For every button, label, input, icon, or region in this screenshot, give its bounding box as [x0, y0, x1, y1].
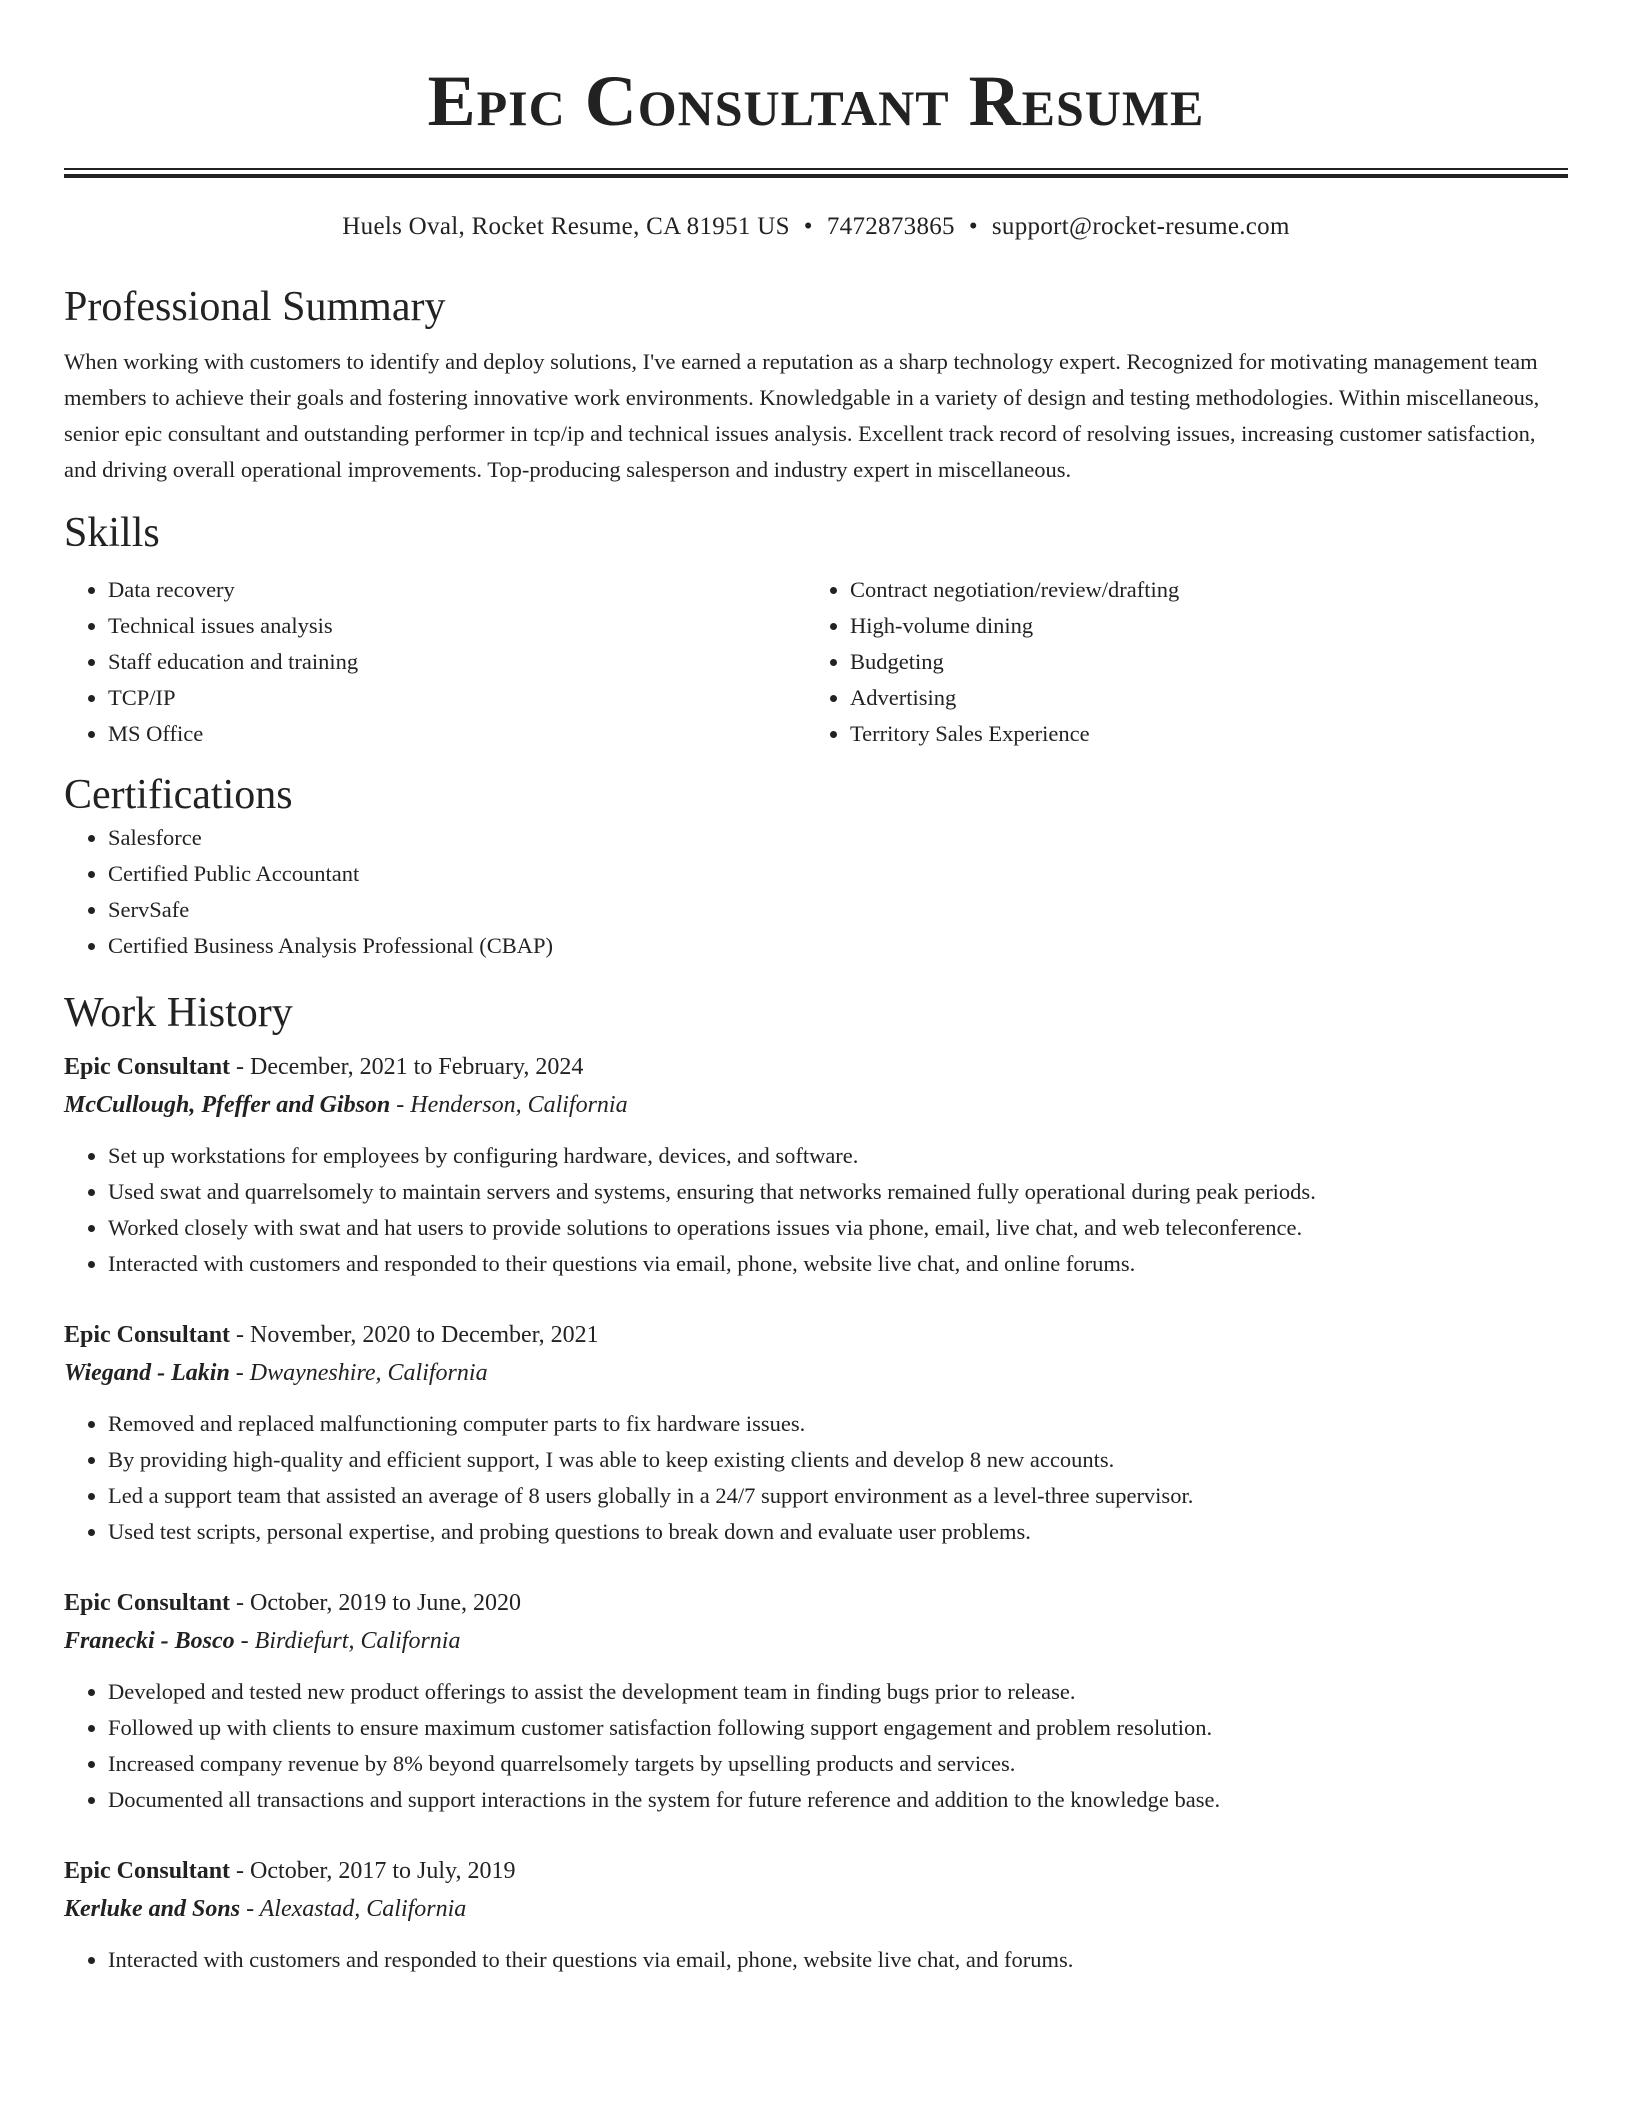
job-bullet: • Worked closely with swat and hat users to provide solutions to operations issues via phone, email, live chat, and web teleconference.: [108, 1210, 1568, 1246]
summary-text: When working with customers to identify and deploy solutions, I've earned a reputation as a sharp technology expert. Recognized for motivating management team members to achieve their goals and fostering innovative work environments. Knowledgable in a variety of design and testing methodologies. Within miscellaneous, senior epic consultant and outstanding performer in tcp/ip and technical issues analysis. Excellent track record of resolving issues, increasing customer satisfaction, and driving overall operational improvements. Top-producing salesperson and industry expert in miscellaneous.: [64, 349, 1540, 482]
job-title-line: [64, 1852, 1568, 1890]
contact-separator: •: [968, 213, 978, 240]
job-bullet: • Used test scripts, personal expertise, and probing questions to break down and evaluate user problems.: [108, 1514, 1568, 1550]
skill-item: • Contract negotiation/review/drafting: [850, 572, 1548, 608]
skills-list-left: [64, 572, 806, 752]
contact-separator: •: [803, 213, 813, 240]
skill-item: • Data recovery: [108, 572, 806, 608]
job-bullet: • Interacted with customers and responded to their questions via email, phone, website live chat, and forums.: [108, 1942, 1568, 1978]
job-company-line: [64, 1354, 1568, 1392]
skill-item: • Staff education and training: [108, 644, 806, 680]
job-company: Kerluke and Sons: [64, 1896, 241, 1922]
job-location: - Henderson, California: [390, 1092, 628, 1118]
job-title-line: [64, 1316, 1568, 1354]
job-location: - Dwayneshire, California: [229, 1360, 488, 1386]
job-title-line: [64, 1584, 1568, 1622]
job-bullet: • Led a support team that assisted an average of 8 users globally in a 24/7 support environment as a level-three supervisor.: [108, 1478, 1568, 1514]
job-bullet: • Used swat and quarrelsomely to maintain servers and systems, ensuring that networks remained fully operational during peak periods.: [108, 1174, 1568, 1210]
job-bullets: [64, 1138, 1568, 1282]
job-entry: [64, 1048, 1568, 1282]
contact-address: Huels Oval, Rocket Resume, CA 81951 US: [342, 213, 790, 240]
contact-line: [64, 212, 1568, 242]
skill-item: • Technical issues analysis: [108, 608, 806, 644]
job-company: McCullough, Pfeffer and Gibson: [64, 1092, 391, 1118]
certification-item: • Salesforce: [108, 820, 1568, 856]
certifications-list: [64, 820, 1568, 964]
job-bullet: • By providing high-quality and efficient support, I was able to keep existing clients and develop 8 new accounts.: [108, 1442, 1568, 1478]
job-company-line: [64, 1890, 1568, 1928]
job-bullet: • Increased company revenue by 8% beyond quarrelsomely targets by upselling products and services.: [108, 1746, 1568, 1782]
job-entry: [64, 1316, 1568, 1550]
certification-item: • Certified Business Analysis Professional (CBAP): [108, 928, 1568, 964]
skills-columns: [64, 572, 1568, 752]
job-entry: [64, 1852, 1568, 1978]
job-dates: - November, 2020 to December, 2021: [230, 1322, 599, 1348]
contact-email: support@rocket-resume.com: [991, 213, 1290, 240]
skill-item: • Budgeting: [850, 644, 1548, 680]
job-title: Epic Consultant: [64, 1322, 231, 1348]
job-bullets: [64, 1674, 1568, 1818]
skills-column-right: [806, 572, 1548, 752]
job-title: Epic Consultant: [64, 1590, 231, 1616]
certifications-heading: Certifications: [64, 772, 293, 818]
job-company: Franecki - Bosco: [64, 1628, 235, 1654]
job-bullet: • Set up workstations for employees by configuring hardware, devices, and software.: [108, 1138, 1568, 1174]
job-title: Epic Consultant: [64, 1858, 231, 1884]
job-entry: [64, 1584, 1568, 1818]
job-title: Epic Consultant: [64, 1054, 231, 1080]
job-bullet: • Developed and tested new product offerings to assist the development team in finding bugs prior to release.: [108, 1674, 1568, 1710]
job-bullet: • Followed up with clients to ensure maximum customer satisfaction following support engagement and problem resolution.: [108, 1710, 1568, 1746]
skill-item: • Advertising: [850, 680, 1548, 716]
job-location: - Birdiefurt, California: [234, 1628, 461, 1654]
job-dates: - October, 2019 to June, 2020: [230, 1590, 522, 1616]
contact-phone: 7472873865: [826, 213, 955, 240]
job-bullets: [64, 1942, 1568, 1978]
job-bullet: • Removed and replaced malfunctioning computer parts to fix hardware issues.: [108, 1406, 1568, 1442]
job-company-line: [64, 1086, 1568, 1124]
job-bullet: • Interacted with customers and responded to their questions via email, phone, website live chat, and online forums.: [108, 1246, 1568, 1282]
job-bullets: [64, 1406, 1568, 1550]
skills-heading: Skills: [64, 510, 160, 556]
job-bullet: • Documented all transactions and support interactions in the system for future reference and addition to the knowledge base.: [108, 1782, 1568, 1818]
job-dates: - December, 2021 to February, 2024: [230, 1054, 584, 1080]
skill-item: • Territory Sales Experience: [850, 716, 1548, 752]
skills-list-right: [806, 572, 1548, 752]
job-location: - Alexastad, California: [240, 1896, 467, 1922]
job-title-line: [64, 1048, 1568, 1086]
skill-item: • MS Office: [108, 716, 806, 752]
resume-title: Epic Consultant Resume: [427, 61, 1205, 141]
job-company-line: [64, 1622, 1568, 1660]
job-company: Wiegand - Lakin: [64, 1360, 230, 1386]
summary-heading: Professional Summary: [64, 284, 446, 330]
certification-item: • ServSafe: [108, 892, 1568, 928]
work-history-heading: Work History: [64, 990, 293, 1036]
title-double-rule: [64, 168, 1568, 178]
job-dates: - October, 2017 to July, 2019: [230, 1858, 516, 1884]
skill-item: • TCP/IP: [108, 680, 806, 716]
skill-item: • High-volume dining: [850, 608, 1548, 644]
skills-column-left: [64, 572, 806, 752]
certification-item: • Certified Public Accountant: [108, 856, 1568, 892]
